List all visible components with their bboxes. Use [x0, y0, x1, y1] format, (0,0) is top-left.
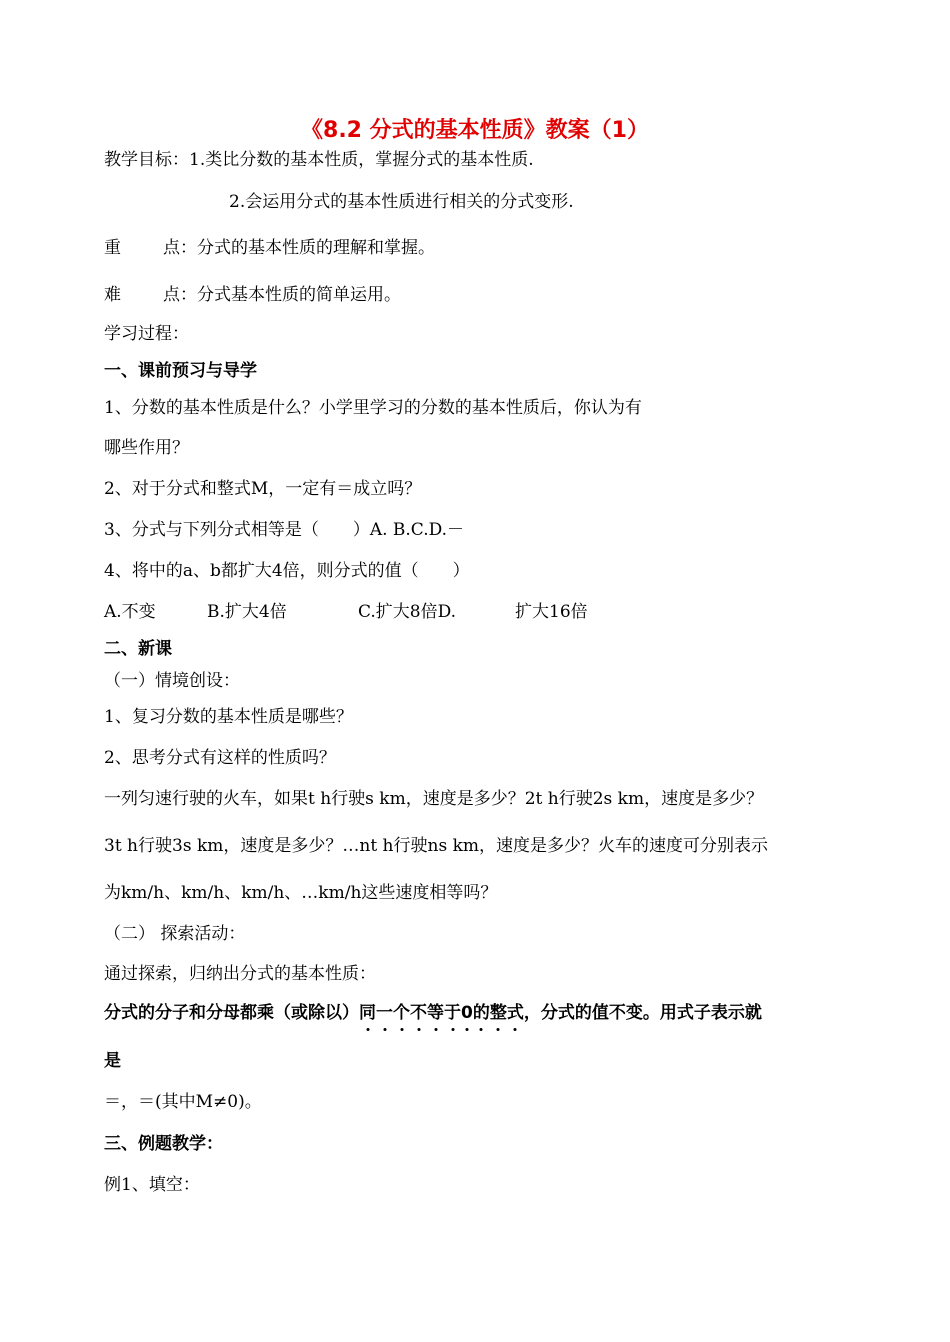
difficulty-label-a: 难 — [104, 285, 121, 305]
key-point-label-b: 点： — [163, 238, 197, 258]
learning-process-label: 学习过程： — [104, 324, 189, 344]
emphasis-char: 个 — [393, 1003, 410, 1023]
section-1-heading: 一、课前预习与导学 — [104, 361, 257, 381]
key-point-text: 分式的基本性质的理解和掌握。 — [197, 238, 435, 258]
train-paragraph-line-1: 一列匀速行驶的火车，如果t h行驶s km，速度是多少？2t h行驶2s km，速度是多少？ — [104, 789, 764, 809]
option-c: C.扩大8倍D. — [358, 602, 457, 622]
train-paragraph-line-3: 为km/h、km/h、km/h、…km/h这些速度相等吗？ — [104, 883, 498, 903]
option-d-text: 扩大16倍 — [515, 602, 588, 622]
emphasis-char: 等 — [427, 1003, 444, 1023]
emphasis-char: 0 — [461, 1003, 473, 1023]
page-title: 《8.2 分式的基本性质》教案（1） — [301, 118, 649, 143]
subsection-explore: （二） 探索活动： — [104, 924, 246, 944]
preview-question-1b: 哪些作用？ — [104, 438, 189, 458]
teaching-goal-2: 2.会运用分式的基本性质进行相关的分式变形. — [229, 192, 574, 212]
train-paragraph-line-2: 3t h行驶3s km，速度是多少？…nt h行驶ns km，速度是多少？火车的速度可分别表示 — [104, 836, 768, 856]
new-lesson-question-2: 2、思考分式有这样的性质吗？ — [104, 748, 336, 768]
rule-text-end: ，分式的值不变。用式子表示就 — [523, 1003, 762, 1023]
difficulty-text: 分式基本性质的简单运用。 — [197, 285, 401, 305]
difficulty-line — [104, 287, 401, 304]
difficulty-label-b: 点： — [163, 285, 197, 305]
rule-text-start: 分式的分子和分母都乘（或除以） — [104, 1003, 359, 1023]
example-1-label: 例1、填空： — [104, 1175, 200, 1195]
explore-intro: 通过探索，归纳出分式的基本性质： — [104, 964, 376, 984]
option-b: B.扩大4倍 — [207, 602, 287, 622]
teaching-goals-label: 教学目标： — [104, 150, 189, 170]
teaching-goals-line-1 — [104, 152, 534, 169]
rule-continuation: 是 — [104, 1051, 121, 1071]
preview-question-4: 4、将中的a、b都扩大4倍，则分式的值（ ） — [104, 561, 470, 581]
emphasis-char: 的 — [472, 1003, 490, 1023]
subsection-scenario: （一）情境创设： — [104, 671, 240, 691]
teaching-goal-1: 1.类比分数的基本性质，掌握分式的基本性质. — [189, 150, 534, 170]
new-lesson-question-1: 1、复习分数的基本性质是哪些？ — [104, 707, 353, 727]
key-point-label-a: 重 — [104, 238, 121, 258]
fraction-property-rule — [104, 1005, 762, 1022]
emphasis-char: 式 — [506, 1003, 524, 1023]
key-point-line — [104, 240, 435, 257]
emphasis-char: 不 — [410, 1003, 427, 1023]
preview-question-3: 3、分式与下列分式相等是（ ）A. B.C.D.－ — [104, 520, 465, 540]
section-2-heading: 二、新课 — [104, 639, 172, 659]
emphasis-char: 同 — [359, 1003, 376, 1023]
emphasis-char: 于 — [444, 1003, 461, 1023]
section-3-heading: 三、例题教学： — [104, 1134, 223, 1154]
emphasis-char: 一 — [376, 1003, 393, 1023]
fraction-property-formula: ＝，＝(其中M≠0)。 — [104, 1092, 262, 1112]
preview-question-1a: 1、分数的基本性质是什么？小学里学习的分数的基本性质后，你认为有 — [104, 398, 642, 418]
emphasis-char: 整 — [489, 1003, 507, 1023]
preview-question-2: 2、对于分式和整式M，一定有＝成立吗？ — [104, 479, 422, 499]
option-a: A.不变 — [104, 602, 156, 622]
